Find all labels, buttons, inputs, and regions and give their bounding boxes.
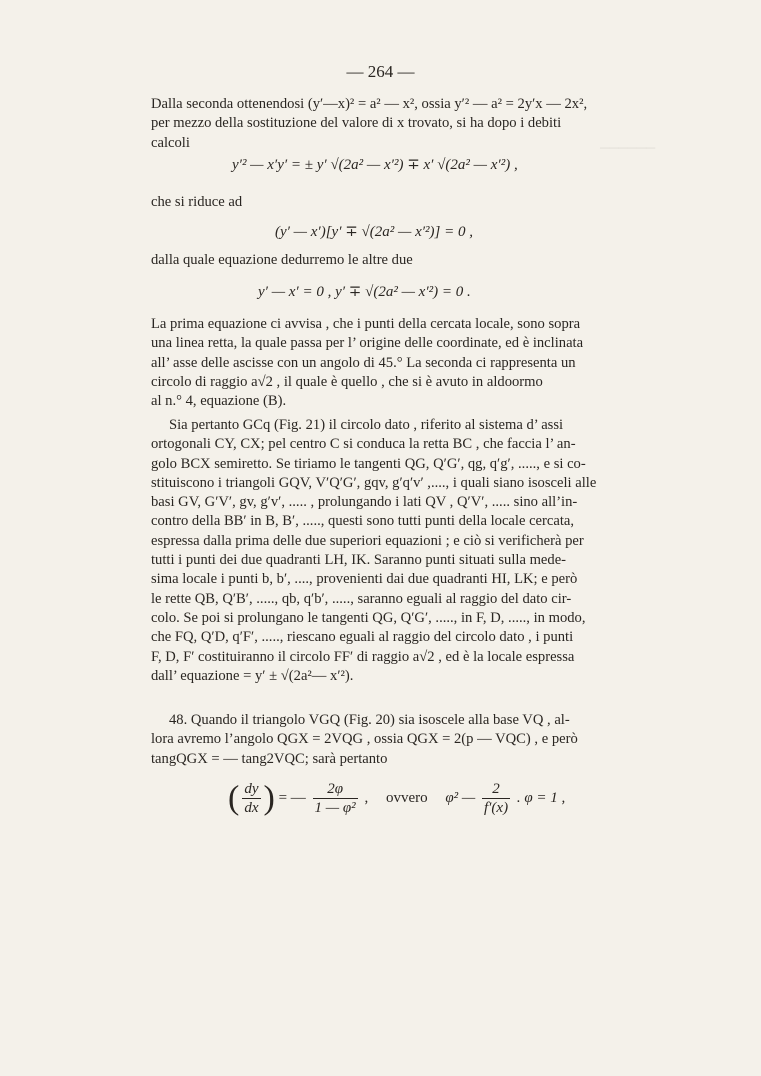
paragraph-sia-pertanto (151, 416, 684, 686)
text-line: al n.° 4, equazione (B). (151, 393, 287, 410)
equation-3: y′ — x′ = 0 , y′ ∓ √(2a² — x′²) = 0 . (258, 284, 471, 300)
page-number-header: — 264 — (346, 62, 415, 81)
text-line: 48. Quando il triangolo VGQ (Fig. 20) sia isoscele alla base VQ , al- (169, 712, 570, 728)
equation-text: φ² — (445, 789, 476, 806)
open-paren: ( (228, 779, 240, 817)
equation-text: . φ = 1 , (516, 789, 566, 806)
text-line: sima locale i punti b, b′, ...., provenienti dai due quadranti HI, LK; e però (151, 571, 578, 588)
equation-text: = — (278, 789, 306, 806)
text-line: tangQGX = — tang2VQC; sarà pertanto (151, 750, 388, 767)
text-line: all’ asse delle ascisse con un angolo di 45.° La seconda ci rappresenta un (151, 354, 576, 371)
intro-paragraph (151, 95, 684, 153)
text-line: dall’ equazione = y′ ± √(2a²— x′²). (151, 667, 354, 684)
equation-1: y′² — x′y′ = ± y′ √(2a² — x′²) ∓ x′ √(2a² — x′²) , (232, 157, 518, 173)
equation-4 (228, 780, 565, 817)
text-line: calcoli (151, 134, 190, 151)
text-line: contro della BB′ in B, B′, ....., questi sono tutti punti della locale cercata, (151, 513, 575, 530)
paragraph-prima-equazione (151, 315, 684, 411)
equation-text: , (364, 789, 369, 806)
equation-text: ovvero (385, 789, 428, 806)
fraction-dy-dx: $\frac{dy}{dx}$ (244, 781, 259, 816)
text-line: tutti i punti dei due quadranti LH, IK. Saranno punti situati sulla mede- (151, 552, 567, 569)
text-line: golo BCX semiretto. Se tiriamo le tangenti QG, Q′G′, qg, q′g′, ....., e si co- (151, 455, 586, 472)
paragraph-48 (151, 711, 684, 769)
text-line: F, D, F′ costituiranno il circolo FF′ di raggio a√2 , ed è la locale espressa (151, 648, 575, 665)
bleed-through-text: ────── (600, 140, 656, 155)
text-line: ortogonali CY, CX; pel centro C si conduca la retta BC , che faccia l’ an- (151, 436, 576, 453)
text-line: lora avremo l’angolo QGX = 2VQG , ossia QGX = 2(p — VQC) , e però (151, 731, 578, 748)
fraction-phi: $\frac{2\varphi}{\text{1 — φ²}}$ (314, 781, 356, 816)
close-paren: ) (263, 779, 275, 817)
text-line: La prima equazione ci avvisa , che i punti della cercata locale, sono sopra (151, 316, 581, 332)
fraction-2-fx: $\frac{2}{f'(x)}$ (483, 781, 509, 816)
text-line: le rette QB, Q′B′, ....., qb, q′b′, ....., saranno eguali al raggio del dato cir- (151, 590, 572, 607)
text-line: colo. Se poi si prolungano le tangenti QG, Q′G′, ....., in F, D, ....., in modo, (151, 609, 586, 626)
text-line: una linea retta, la quale passa per l’ origine delle coordinate, ed è inclinata (151, 335, 584, 352)
text-line: circolo di raggio a√2 , il quale è quello , che si è avuto in aldoormo (151, 373, 543, 390)
text-line: Dalla seconda ottenendosi (y′—x)² = a² — x², ossia y′² — a² = 2y′x — 2x², (151, 96, 588, 112)
text-line: basi GV, G′V′, gv, g′v′, ..... , prolungando i lati QV , Q′V′, ..... sino all’in- (151, 494, 578, 511)
connector-text: che si riduce ad (151, 194, 243, 210)
text-line: Sia pertanto GCq (Fig. 21) il circolo dato , riferito al sistema d’ assi (169, 417, 564, 433)
connector-text: dalla quale equazione dedurremo le altre due (151, 252, 413, 268)
text-line: per mezzo della sostituzione del valore di x trovato, si ha dopo i debiti (151, 115, 562, 132)
text-line: che FQ, Q′D, q′F′, ....., riescano eguali al raggio del circolo dato , i punti (151, 629, 574, 646)
equation-2: (y′ — x′)[y′ ∓ √(2a² — x′²)] = 0 , (275, 224, 474, 240)
text-line: espressa dalla prima delle due superiori equazioni ; e ciò si verificherà per (151, 532, 584, 549)
text-line: stituiscono i triangoli GQV, V′Q′G′, gqv, g′q′v′ ,...., i quali siano isosceli alle (151, 474, 597, 491)
